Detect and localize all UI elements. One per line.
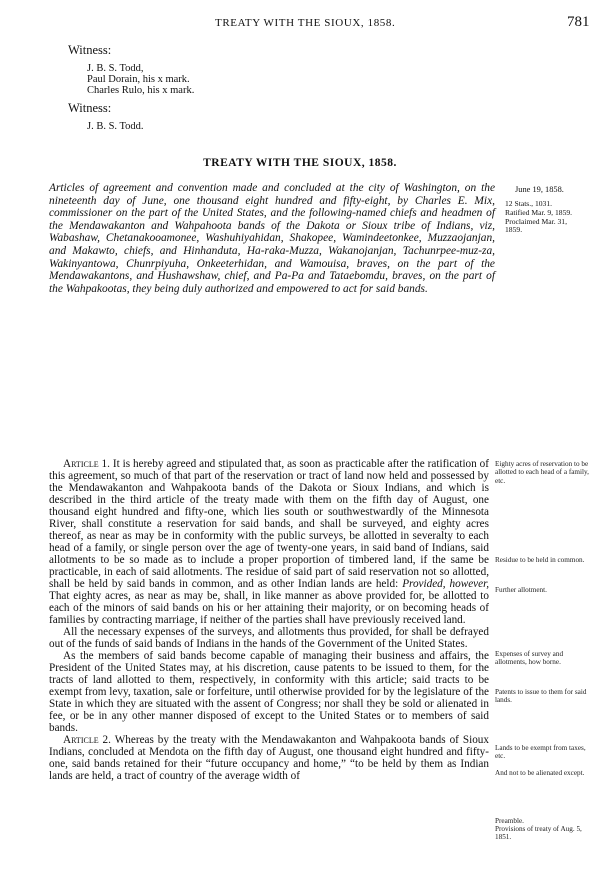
witness-name: Charles Rulo, his x mark. [87,85,195,96]
article-1-paragraph: As the members of said bands become capable of managing their business and affairs, the President of the United States may, at his discretion, cause patents to be issued to them, for the tracts of land allotted to them, respectively, in conformity with this article; said tracts to be exempt from levy, taxation, sale or forfeiture, until otherwise provided for by the legislature of the State in which they are situated with the assent of Congress; nor shall they be sold or alienated in fee, or be in any other manner disposed of except to the United States or to members of said bands. [49,650,489,734]
provided-label: Provided, however, [402,578,490,590]
witness-name: J. B. S. Todd. [87,121,144,132]
running-title: TREATY WITH THE SIOUX, 1858. [215,17,396,29]
treaty-title: TREATY WITH THE SIOUX, 1858. [203,157,397,169]
margin-statute-line: 12 Stats., 1031. [505,199,553,208]
margin-note-preamble: Preamble. [495,817,524,825]
article-2-paragraph [49,734,489,782]
witness-label: Witness: [68,43,112,57]
article-1-paragraph: All the necessary expenses of the surveys, and allotments thus provided, for shall be defrayed out of the funds of said bands of Indians in the hands of the Government of the United States. [49,626,489,650]
article-1-paragraph [49,458,489,626]
article-text: Whereas by the treaty with the Mendawakanton and Wahpakoota bands of Sioux Indians, concluded at Mendota on the fifth day of August, one thousand eight hundred and fifty-one, said bands retained for their “future occupancy and home,” “to be held by them as Indian lands are held, a tract of country of the average width of [49,734,489,782]
witness-name: Paul Dorain, his x mark. [87,74,190,85]
margin-statute-line: 1859. [505,225,523,235]
margin-note-residue: Residue to be held in common. [495,556,585,564]
preamble [49,182,495,295]
margin-statute-line: Proclaimed Mar. 31, [505,216,568,226]
margin-statute [505,200,572,235]
margin-note-not-alienated: And not to be alienated except. [495,769,585,777]
article-label: Article 2. [63,734,111,746]
page-header [0,14,600,37]
witness-name: J. B. S. Todd, [87,63,144,74]
article-text: It is hereby agreed and stipulated that, as soon as practicable after the ratification of this agreement, so much of that part of the reservation or tract of land now held and possessed by the Mendawakanton and Wahpakoota bands of the Dakota or Sioux Indians, and which is described in the third article of the treaty made with them on the fifth day of August, one thousand eight hundred and fifty-one, which lies south or southwestwardly of the Minnesota River, shall constitute a reservation for said bands, and shall be surveyed, and eighty acres thereof, as near as may be in conformity with the public surveys, be allotted in severalty to each head of a family, or single person over the age of twenty-one years, in said band of Indians, said allotments to be so made as to include a proper proportion of timbered land, if the same be practicable, in each of said allotments. The residue of said part of said reservation not so allotted, shall be held by said bands in common, and as other Indian lands are held: [49,458,489,590]
preamble-text: Articles of agreement and convention made and concluded at the city of Washington, on the nineteenth day of June, one thousand eight hundred and fifty-eight, by Charles E. Mix, commissioner on the part of the United States, and the following-named chiefs and headmen of the Mendawakanton and Wahpahoota bands of the Dakota or Sioux tribe of Indians, viz, Wabashaw, Chetanakooamonee, Washuhiyahidan, Shakopee, Wamindeetonkee, Muzzaojanjan, and Makawto, chiefs, and Hinhanduta, Ha-raka-Muzza, Wakanojanjan, Tachunrpee-muz-za, Wakinyantowa, Chunrpiyuha, Onkeeterhidan, and Wamouisa, braves, on the part of the Mendawakantons, and Hushawshaw, chief, and Pa-Pa and Tataebomdu, braves, on the part of the Wahpakootas, they being duly authorized and empowered to act for said bands. [49,182,495,295]
margin-note-further: Further allotment. [495,586,547,594]
margin-date: June 19, 1858. [515,185,564,194]
margin-note-lands-exempt: Lands to be exempt from taxes, etc. [495,744,586,761]
margin-note-provisions: Provisions of treaty of Aug. 5, 1851. [495,825,582,842]
margin-statute-line: Ratified Mar. 9, 1859. [505,207,573,217]
article-text: That eighty acres, as near as may be, shall, in like manner as above provided for, be allotted to each of the minors of said bands on his or her attaining their majority, or on becoming heads of families by contracting marriage, if neither of the parties shall have previously received land. [49,590,489,626]
witness-label: Witness: [68,101,112,115]
margin-note-expenses: Expenses of survey and allotments, how borne. [495,650,564,667]
margin-note-patents: Patents to issue to them for said lands. [495,688,587,705]
margin-note-eighty-acres: Eighty acres of reservation to be allotted to each head of a family, etc. [495,460,589,485]
page-number: 781 [567,14,590,30]
article-label: Article 1. [63,458,110,470]
treaty-body [49,458,489,782]
